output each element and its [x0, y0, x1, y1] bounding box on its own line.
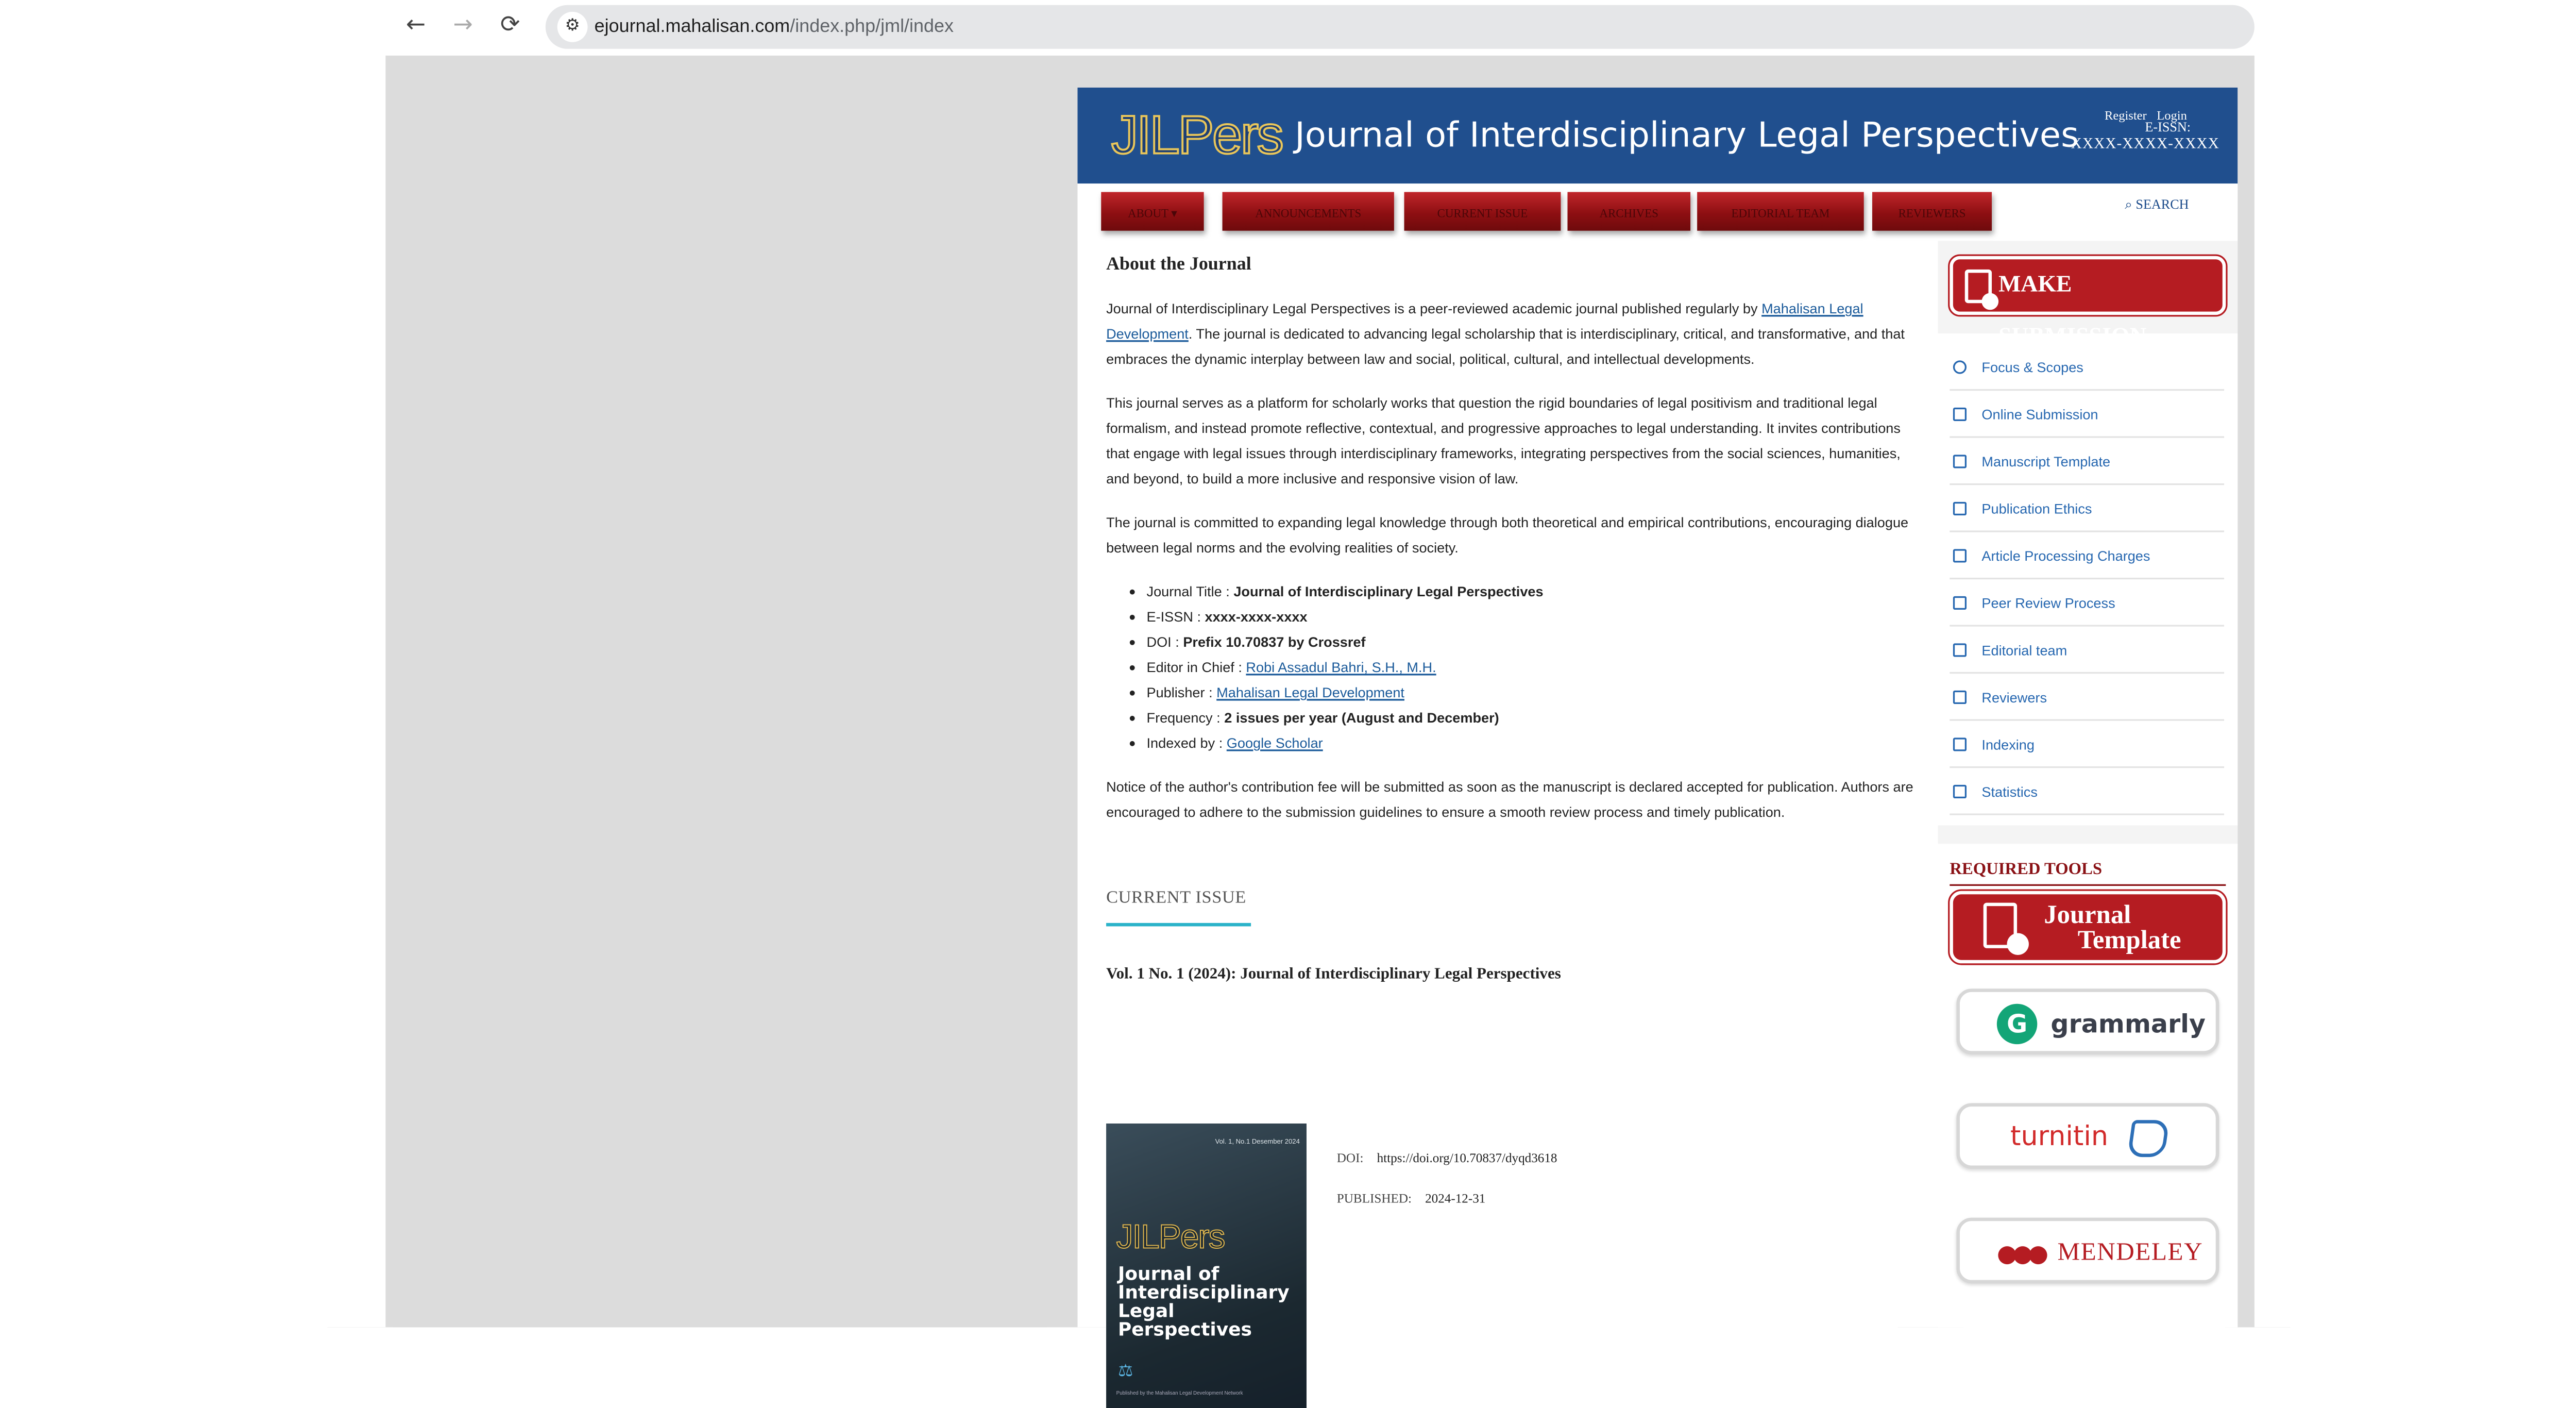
sidebar-item-reviewers[interactable]: [1950, 674, 2224, 721]
monitor-icon: [1953, 549, 1967, 562]
issue-doi: [1337, 1145, 1557, 1170]
doi-label: DOI:: [1336, 1150, 1364, 1166]
cover-title-line: Journal of: [1117, 1263, 1219, 1285]
fact-value: 2 issues per year (August and December): [1224, 709, 1499, 726]
nav-reviewers[interactable]: REVIEWERS: [1872, 192, 1992, 231]
nav-current-issue[interactable]: CURRENT ISSUE: [1404, 192, 1561, 231]
url-path: /index.php/jml/index: [790, 16, 954, 37]
publisher-link[interactable]: Mahalisan Legal Development: [1216, 683, 1404, 701]
search-label: SEARCH: [2136, 197, 2189, 212]
published-label: PUBLISHED:: [1336, 1191, 1412, 1206]
list-item: [1147, 655, 1914, 680]
sidebar-item-online-submission[interactable]: [1950, 391, 2224, 438]
sidebar-item-label: Article Processing Charges: [1981, 547, 2150, 564]
about-paragraph-2: This journal serves as a platform for scholarly works that question the rigid boundaries of legal positivism and traditional legal formalism, and instead promote reflective, contextual, and progressive approaches to legal understanding. It invites contributions that engage with legal issues through interdisciplinary frameworks, integrating perspectives from the social sciences, humanities, and beyond, to build a more inclusive and responsive vision of law.: [1106, 394, 1901, 487]
issue-cover-image[interactable]: [1106, 1124, 1307, 1408]
about-title: About the Journal: [1106, 254, 1251, 275]
copy-icon: [1953, 502, 1967, 515]
fact-value: Prefix 10.70837 by Crossref: [1183, 633, 1366, 650]
nav-about[interactable]: [1101, 192, 1204, 231]
about-paragraph-1: [1106, 296, 1914, 372]
mendeley-logo-icon: ●●●: [1996, 1241, 2044, 1268]
cover-logo: JILPers: [1116, 1219, 1225, 1256]
divider: [1950, 884, 2226, 886]
sidebar-item-label: Online Submission: [1981, 406, 2098, 423]
sitemap-icon: [1953, 737, 1967, 751]
site-title[interactable]: Journal of Interdisciplinary Legal Perspectives: [1295, 114, 2079, 155]
make-submission-button[interactable]: [1950, 256, 2226, 315]
users-icon: [1953, 643, 1967, 657]
nav-archives[interactable]: ARCHIVES: [1568, 192, 1691, 231]
back-icon[interactable]: ←: [405, 11, 426, 39]
main-nav: [1078, 183, 2238, 241]
sidebar-item-label: Peer Review Process: [1981, 594, 2115, 612]
sidebar-item-label: Statistics: [1981, 783, 2038, 800]
turnitin-label: turnitin: [2010, 1120, 2109, 1152]
sidebar-item-apc[interactable]: [1950, 532, 2224, 580]
sidebar-item-publication-ethics[interactable]: [1950, 485, 2224, 532]
list-item: [1147, 731, 1914, 756]
checkbox-icon: [1953, 408, 1967, 421]
journal-template-label: Journal: [2044, 901, 2131, 930]
search-icon: ⌕: [2125, 197, 2132, 212]
journal-page: [1078, 88, 2238, 1397]
mendeley-button[interactable]: [1956, 1218, 2219, 1283]
issue-title-link[interactable]: Vol. 1 No. 1 (2024): Journal of Interdisciplinary Legal Perspectives: [1106, 966, 1561, 984]
cover-footer: Published by the Mahalisan Legal Development Network: [1116, 1389, 1243, 1397]
login-link[interactable]: Login: [2157, 108, 2187, 123]
issue-published: [1337, 1186, 1486, 1211]
search-link[interactable]: [2125, 197, 2189, 214]
file-icon: [1953, 455, 1967, 468]
fact-label: Journal Title :: [1146, 582, 1234, 600]
sidebar-item-label: Manuscript Template: [1981, 453, 2111, 470]
list-item: [1147, 680, 1914, 706]
users-icon: [1953, 691, 1967, 704]
sidebar-item-manuscript-template[interactable]: [1950, 438, 2224, 485]
list-item: [1147, 579, 1914, 605]
published-date: 2024-12-31: [1425, 1191, 1486, 1206]
fact-label: Editor in Chief :: [1146, 658, 1246, 676]
sidebar: [1938, 241, 2238, 1327]
check-square-icon: [1953, 596, 1967, 610]
required-tools-title: REQUIRED TOOLS: [1950, 860, 2103, 879]
heading-underline: [1106, 923, 1251, 927]
cover-title: [1118, 1265, 1290, 1339]
list-item: [1147, 605, 1914, 630]
fact-label: Indexed by :: [1146, 734, 1227, 751]
site-header: [1078, 88, 2238, 183]
fact-value: Journal of Interdisciplinary Legal Perspectives: [1233, 582, 1544, 600]
journal-logo[interactable]: JILPers: [1111, 104, 1282, 165]
fact-value: xxxx-xxxx-xxxx: [1205, 608, 1308, 625]
sidebar-item-label: Reviewers: [1981, 689, 2047, 706]
sidebar-item-focus-scopes[interactable]: [1950, 344, 2224, 391]
google-scholar-link[interactable]: Google Scholar: [1226, 734, 1323, 751]
fact-label: DOI :: [1146, 633, 1183, 650]
sidebar-item-peer-review[interactable]: [1950, 579, 2224, 627]
sidebar-item-label: Indexing: [1981, 736, 2035, 753]
issn-label: E-ISSN:: [2145, 120, 2191, 135]
cover-volume: Vol. 1, No.1 Desember 2024: [1215, 1136, 1300, 1146]
site-info-icon[interactable]: ⚙: [557, 12, 588, 42]
fact-label: Frequency :: [1146, 709, 1225, 726]
sidebar-item-label: Publication Ethics: [1981, 500, 2092, 517]
fee-notice: Notice of the author's contribution fee will be submitted as soon as the manuscript is declared accepted for publication. Authors are encouraged to adhere to the submission guidelines to ensure a smooth review process and timely publication.: [1106, 778, 1913, 820]
main-content: [1106, 253, 1914, 1397]
sidebar-item-editorial-team[interactable]: [1950, 627, 2224, 674]
register-link[interactable]: Register: [2104, 108, 2147, 123]
circle-icon: [1953, 360, 1967, 374]
turnitin-logo-icon: [2127, 1120, 2170, 1157]
doi-link[interactable]: https://doi.org/10.70837/dyqd3618: [1377, 1150, 1557, 1166]
cover-title-line: Interdisciplinary: [1117, 1281, 1290, 1304]
cover-title-line: Perspectives: [1117, 1318, 1252, 1341]
sidebar-menu: [1938, 333, 2238, 825]
bar-chart-icon: [1953, 785, 1967, 798]
editor-link[interactable]: Robi Assadul Bahri, S.H., M.H.: [1246, 658, 1436, 676]
url-domain: ejournal.mahalisan.com: [594, 16, 790, 37]
nav-about-label: ABOUT: [1128, 207, 1168, 221]
document-download-icon: [1984, 903, 2017, 948]
about-paragraph-3: The journal is committed to expanding legal knowledge through both theoretical and empirical contributions, encouraging dialogue between legal norms and the evolving realities of society.: [1106, 513, 1909, 556]
about-text: Journal of Interdisciplinary Legal Perspectives is a peer-reviewed academic journal published regularly by: [1106, 299, 1762, 317]
turnitin-button[interactable]: [1956, 1103, 2219, 1169]
journal-template-button[interactable]: [1950, 891, 2226, 964]
forward-icon[interactable]: →: [453, 11, 473, 39]
current-issue-heading: CURRENT ISSUE: [1106, 889, 1247, 908]
publisher-link[interactable]: Mahalisan Legal Development: [1106, 299, 1863, 342]
browser-toolbar: [385, 0, 2254, 52]
cover-title-line: Legal: [1117, 1300, 1175, 1322]
reload-icon[interactable]: ⟳: [500, 11, 520, 39]
make-submission-label: MAKE: [1998, 273, 2072, 298]
sidebar-item-statistics[interactable]: [1950, 768, 2224, 815]
address-bar[interactable]: [546, 5, 2255, 49]
sidebar-item-label: Editorial team: [1981, 642, 2067, 659]
list-item: [1147, 706, 1914, 731]
nav-announcements[interactable]: ANNOUNCEMENTS: [1223, 192, 1394, 231]
url-text[interactable]: [595, 5, 954, 49]
nav-editorial-team[interactable]: EDITORIAL TEAM: [1697, 192, 1864, 231]
fact-label: Publisher :: [1146, 683, 1217, 701]
issn-value: XXXX-XXXX-XXXX: [2071, 135, 2219, 152]
journal-facts-list: [1147, 579, 1914, 756]
sidebar-item-indexing[interactable]: [1950, 721, 2224, 768]
grammarly-label: grammarly: [2050, 1009, 2206, 1040]
publisher-emblem-icon: ⚖: [1117, 1362, 1133, 1381]
list-item: [1147, 630, 1914, 655]
fact-label: E-ISSN :: [1146, 608, 1205, 625]
journal-template-label: Template: [2077, 926, 2181, 955]
sidebar-item-label: Focus & Scopes: [1981, 359, 2083, 376]
grammarly-logo-icon: G: [1997, 1004, 2037, 1044]
chevron-down-icon: ▾: [1171, 207, 1177, 221]
required-tools: [1938, 844, 2238, 1327]
mendeley-label: MENDELEY: [2057, 1239, 2204, 1267]
document-upload-icon: [1965, 270, 1992, 303]
about-text: . The journal is dedicated to advancing legal scholarship that is interdisciplinary, critical, and transformative, and that embraces the dynamic interplay between law and social, political, cultural, and intellectual developments.: [1106, 325, 1905, 367]
grammarly-button[interactable]: [1956, 988, 2219, 1054]
